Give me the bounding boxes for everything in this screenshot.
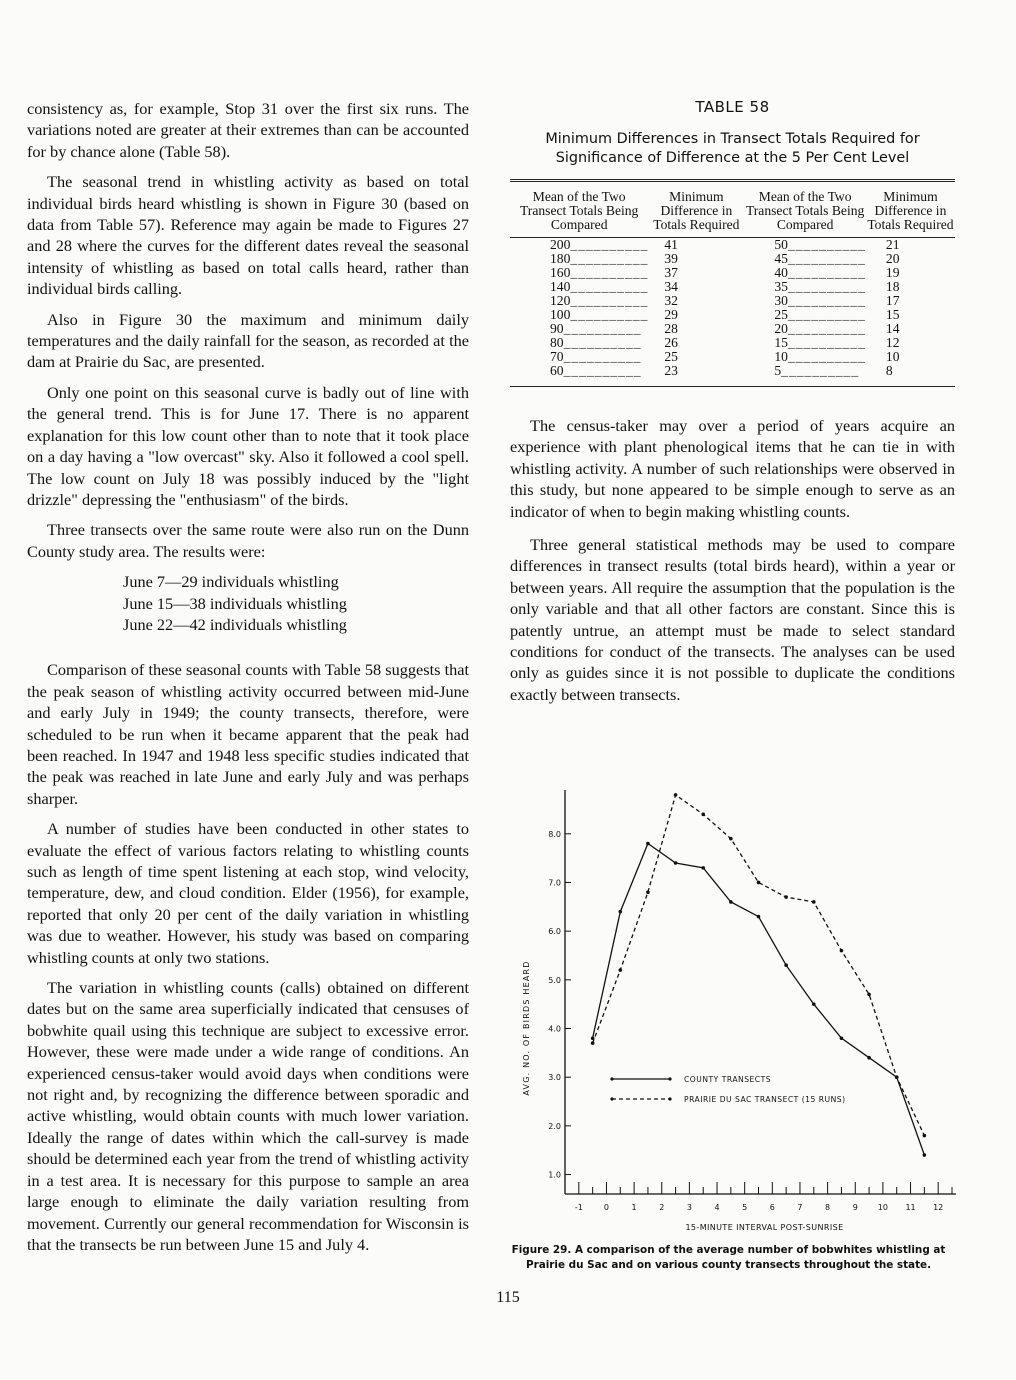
data-point xyxy=(674,861,678,865)
dot-leader: __________ xyxy=(570,251,649,266)
data-point xyxy=(618,910,622,914)
x-tick-label: 2 xyxy=(659,1203,665,1212)
x-axis-label: 15-MINUTE INTERVAL POST-SUNRISE xyxy=(685,1223,844,1232)
x-tick-label: 5 xyxy=(742,1203,748,1212)
paragraph: A number of studies have been conducted in other states to evaluate the effect of various factors relating to whistling counts such as length of time spent listening at each stop, wind velocity, temperature, dew, and cloud condition. Elder (1956), for example, reported that only 20 per cent of the daily variation in whistling was due to weather. However, his study was based on comparing whistling counts at only two stations. xyxy=(27,819,469,967)
x-tick-label: 7 xyxy=(797,1203,803,1212)
table-cell: 40 xyxy=(774,265,788,280)
x-tick-label: -1 xyxy=(574,1203,583,1212)
data-point xyxy=(757,881,761,885)
dot-leader: __________ xyxy=(787,335,866,350)
table-cell: 15 xyxy=(885,307,900,322)
dot-leader: __________ xyxy=(787,349,866,364)
table-cell: 18 xyxy=(885,279,900,294)
table-cell: 41 xyxy=(664,237,678,252)
paragraph: Comparison of these seasonal counts with Table 58 suggests that the peak season of whistling activity occurred between mid-June and early July in 1949; the county transects, therefore, were scheduled to be run when it became apparent that the peak had been reached. In 1947 and 1948 less specific studies indicated that the peak was reached in late June and early July and was perhaps sharper. xyxy=(27,660,469,808)
legend-label: COUNTY TRANSECTS xyxy=(684,1075,772,1084)
column-header: Mean of the Two Transect Totals Being Compared xyxy=(745,189,865,232)
data-point xyxy=(867,1056,871,1060)
y-tick-label: 3.0 xyxy=(548,1073,561,1083)
y-tick-label: 6.0 xyxy=(548,927,561,937)
y-tick-label: 8.0 xyxy=(548,829,561,839)
table-body xyxy=(510,238,955,379)
dot-leader: __________ xyxy=(787,279,866,294)
data-point xyxy=(646,890,650,894)
data-point xyxy=(784,963,788,967)
table-cell: 39 xyxy=(664,251,678,266)
table-cell: 20 xyxy=(885,251,900,266)
data-point xyxy=(812,1002,816,1006)
table-cell: 120 xyxy=(550,293,571,308)
table-cell: 34 xyxy=(664,279,678,294)
table-cell: 32 xyxy=(664,293,678,308)
data-point xyxy=(618,968,622,972)
table-cell: 90 xyxy=(550,321,564,336)
list-item: June 15—38 individuals whistling xyxy=(123,593,347,613)
table-row xyxy=(510,364,955,378)
table-cell: 14 xyxy=(885,321,900,336)
table-58 xyxy=(510,182,955,378)
right-column xyxy=(510,98,955,714)
x-tick-label: 3 xyxy=(686,1203,692,1212)
legend-point xyxy=(610,1077,613,1080)
data-point xyxy=(923,1134,927,1138)
dunn-county-results-list xyxy=(123,571,469,635)
data-point xyxy=(923,1153,927,1157)
paragraph: Also in Figure 30 the maximum and minimum daily temperatures and the daily rainfall for the season, as recorded at the dam at Prairie du Sac, are presented. xyxy=(27,309,469,372)
legend-point xyxy=(610,1097,613,1100)
data-point xyxy=(757,915,761,919)
data-point xyxy=(729,900,733,904)
y-tick-label: 5.0 xyxy=(548,975,561,985)
data-point xyxy=(812,900,816,904)
y-tick-label: 1.0 xyxy=(548,1170,561,1180)
dot-leader: __________ xyxy=(563,363,642,378)
paragraph: The variation in whistling counts (calls) obtained on different dates but on the same area superficially indicated that censuses of bobwhite quail using this technique are subject to excessive error. However, these were made under a wide range of conditions. An experienced census-taker would avoid days when conditions were not right and, by recognizing the difference between sporadic and active whistling, would obtain counts with much lower variation. Ideally the range of dates within which the call-survey is made should be determined each year from the trend of whistling activity in a test area. It is necessary for this purpose to sample an area large enough to eliminate the daily variation resulting from movement. Currently our general recommendation for Wisconsin is that the transects be run between June 15 and July 4. xyxy=(27,978,469,1254)
paragraph: The seasonal trend in whistling activity as based on total individual birds heard whistling is shown in Figure 30 (based on data from Table 57). Reference may again be made to Figures 27 and 28 where the curves for the different dates reveal the seasonal intensity of whistling as based on total calls heard, rather than individual birds calling. xyxy=(27,172,469,299)
dot-leader: __________ xyxy=(563,349,642,364)
paragraph: Three transects over the same route were also run on the Dunn County study area. The results were: xyxy=(27,520,469,561)
table-bottom-rule xyxy=(510,386,955,387)
dot-leader: __________ xyxy=(787,237,866,252)
column-header: Mean of the Two Transect Totals Being Compared xyxy=(519,189,639,232)
data-point xyxy=(784,895,788,899)
dot-leader: __________ xyxy=(787,321,866,336)
x-tick-label: 6 xyxy=(769,1203,775,1212)
legend-label: PRAIRIE DU SAC TRANSECT (15 RUNS) xyxy=(684,1095,846,1104)
dot-leader: __________ xyxy=(787,251,866,266)
table-cell: 50 xyxy=(774,237,788,252)
table-cell: 8 xyxy=(885,363,893,378)
dot-leader: __________ xyxy=(787,293,866,308)
dot-leader: __________ xyxy=(787,265,866,280)
list-item: June 7—29 individuals whistling xyxy=(123,572,339,592)
paragraph: consistency as, for example, Stop 31 over the first six runs. The variations noted are greater at their extremes than can be accounted for by chance alone (Table 58). xyxy=(27,99,469,161)
line-chart xyxy=(494,774,964,1274)
x-tick-label: 9 xyxy=(852,1203,858,1212)
data-point xyxy=(591,1041,595,1045)
dot-leader: __________ xyxy=(570,293,649,308)
table-row xyxy=(510,294,955,308)
x-tick-label: 4 xyxy=(714,1203,720,1212)
list-item: June 22—42 individuals whistling xyxy=(123,614,347,634)
table-cell: 45 xyxy=(774,251,788,266)
table-cell: 10 xyxy=(885,349,900,364)
table-cell: 80 xyxy=(550,335,564,350)
dot-leader: __________ xyxy=(570,279,649,294)
table-cell: 29 xyxy=(664,307,678,322)
column-header: Minimum Difference in Totals Required xyxy=(867,189,954,232)
table-cell: 28 xyxy=(664,321,678,336)
page-number: 115 xyxy=(496,1289,520,1306)
dot-leader: __________ xyxy=(570,237,649,252)
table-cell: 160 xyxy=(550,265,571,280)
table-cell: 37 xyxy=(664,265,678,280)
dot-leader: __________ xyxy=(781,363,860,378)
data-point xyxy=(646,842,650,846)
y-tick-label: 2.0 xyxy=(548,1121,561,1131)
table-cell: 200 xyxy=(550,237,571,252)
x-tick-label: 10 xyxy=(877,1203,888,1212)
table-cell: 23 xyxy=(664,363,678,378)
table-cell: 180 xyxy=(550,251,571,266)
dot-leader: __________ xyxy=(563,335,642,350)
table-cell: 25 xyxy=(664,349,678,364)
table-cell: 70 xyxy=(550,349,564,364)
x-tick-label: 0 xyxy=(603,1203,610,1212)
table-row xyxy=(510,350,955,364)
x-tick-label: 8 xyxy=(825,1203,831,1212)
table-title: TABLE 58 xyxy=(695,98,770,116)
dot-leader: __________ xyxy=(787,307,866,322)
table-cell: 15 xyxy=(774,335,788,350)
table-row xyxy=(510,308,955,322)
table-cell: 25 xyxy=(774,307,788,322)
table-cell: 21 xyxy=(885,237,900,252)
figure-caption: Figure 29. A comparison of the average number of bobwhites whistling at Prairie du Sac and on various county transects throughout the state. xyxy=(511,1244,946,1271)
table-cell: 17 xyxy=(885,293,900,308)
y-axis-label: AVG. NO. OF BIRDS HEARD xyxy=(522,960,531,1096)
table-row xyxy=(510,336,955,350)
series-line-prairie-du-sac xyxy=(593,795,925,1136)
data-point xyxy=(701,866,705,870)
data-point xyxy=(701,813,705,817)
dot-leader: __________ xyxy=(563,321,642,336)
data-point xyxy=(840,1036,844,1040)
paragraph: The census-taker may over a period of years acquire an experience with plant phenological items that he can tie in with whistling activity. A number of such relationships were observed in this study, but none appeared to be simple enough to serve as an indicator of when to begin making whistling counts. xyxy=(510,416,955,521)
table-row xyxy=(510,266,955,280)
table-cell: 26 xyxy=(664,335,678,350)
table-cell: 10 xyxy=(774,349,788,364)
data-point xyxy=(895,1075,899,1079)
table-cell: 19 xyxy=(885,265,900,280)
series-line-county-transects xyxy=(593,844,925,1156)
table-row xyxy=(510,252,955,266)
column-header: Minimum Difference in Totals Required xyxy=(653,189,740,232)
legend-point xyxy=(668,1077,671,1080)
x-tick-label: 12 xyxy=(933,1203,944,1212)
table-cell: 35 xyxy=(774,279,788,294)
y-tick-label: 4.0 xyxy=(548,1024,561,1034)
table-row xyxy=(510,322,955,336)
legend-point xyxy=(668,1097,671,1100)
dot-leader: __________ xyxy=(570,307,649,322)
paragraph: Only one point on this seasonal curve is badly out of line with the general trend. This is for June 17. There is no apparent explanation for this low count other than to note that it took place on a day having a "low overcast" sky. Also it followed a cool spell. The low count on July 18 was possibly induced by the "light drizzle" depressing the "enthusiasm" of the birds. xyxy=(27,382,469,509)
table-row xyxy=(510,280,955,294)
table-row xyxy=(510,238,955,253)
table-subtitle: Minimum Differences in Transect Totals Required for Significance of Difference at the 5 Per Cent Level xyxy=(545,131,920,166)
data-point xyxy=(840,949,844,953)
dot-leader: __________ xyxy=(570,265,649,280)
data-point xyxy=(729,837,733,841)
table-cell: 140 xyxy=(550,279,571,294)
y-tick-label: 7.0 xyxy=(548,878,561,888)
table-cell: 5 xyxy=(774,363,782,378)
data-point xyxy=(867,993,871,997)
x-tick-label: 11 xyxy=(905,1203,916,1212)
table-cell: 30 xyxy=(774,293,788,308)
table-cell: 12 xyxy=(885,335,900,350)
x-tick-label: 1 xyxy=(631,1203,637,1212)
figure-29-chart xyxy=(494,774,964,1274)
left-column xyxy=(27,98,469,1264)
table-cell: 100 xyxy=(550,307,571,322)
paragraph: Three general statistical methods may be used to compare differences in transect results (total birds heard), within a year or between years. All require the assumption that the population is the only variable and that all other factors are constant. Since this is patently untrue, an attempt must be made to select standard conditions for conduct of the transects. The analyses can be used only as guides since it is not possible to duplicate the conditions exactly between transects. xyxy=(510,535,955,704)
data-point xyxy=(674,793,678,797)
table-cell: 60 xyxy=(550,363,564,378)
table-cell: 20 xyxy=(774,321,788,336)
